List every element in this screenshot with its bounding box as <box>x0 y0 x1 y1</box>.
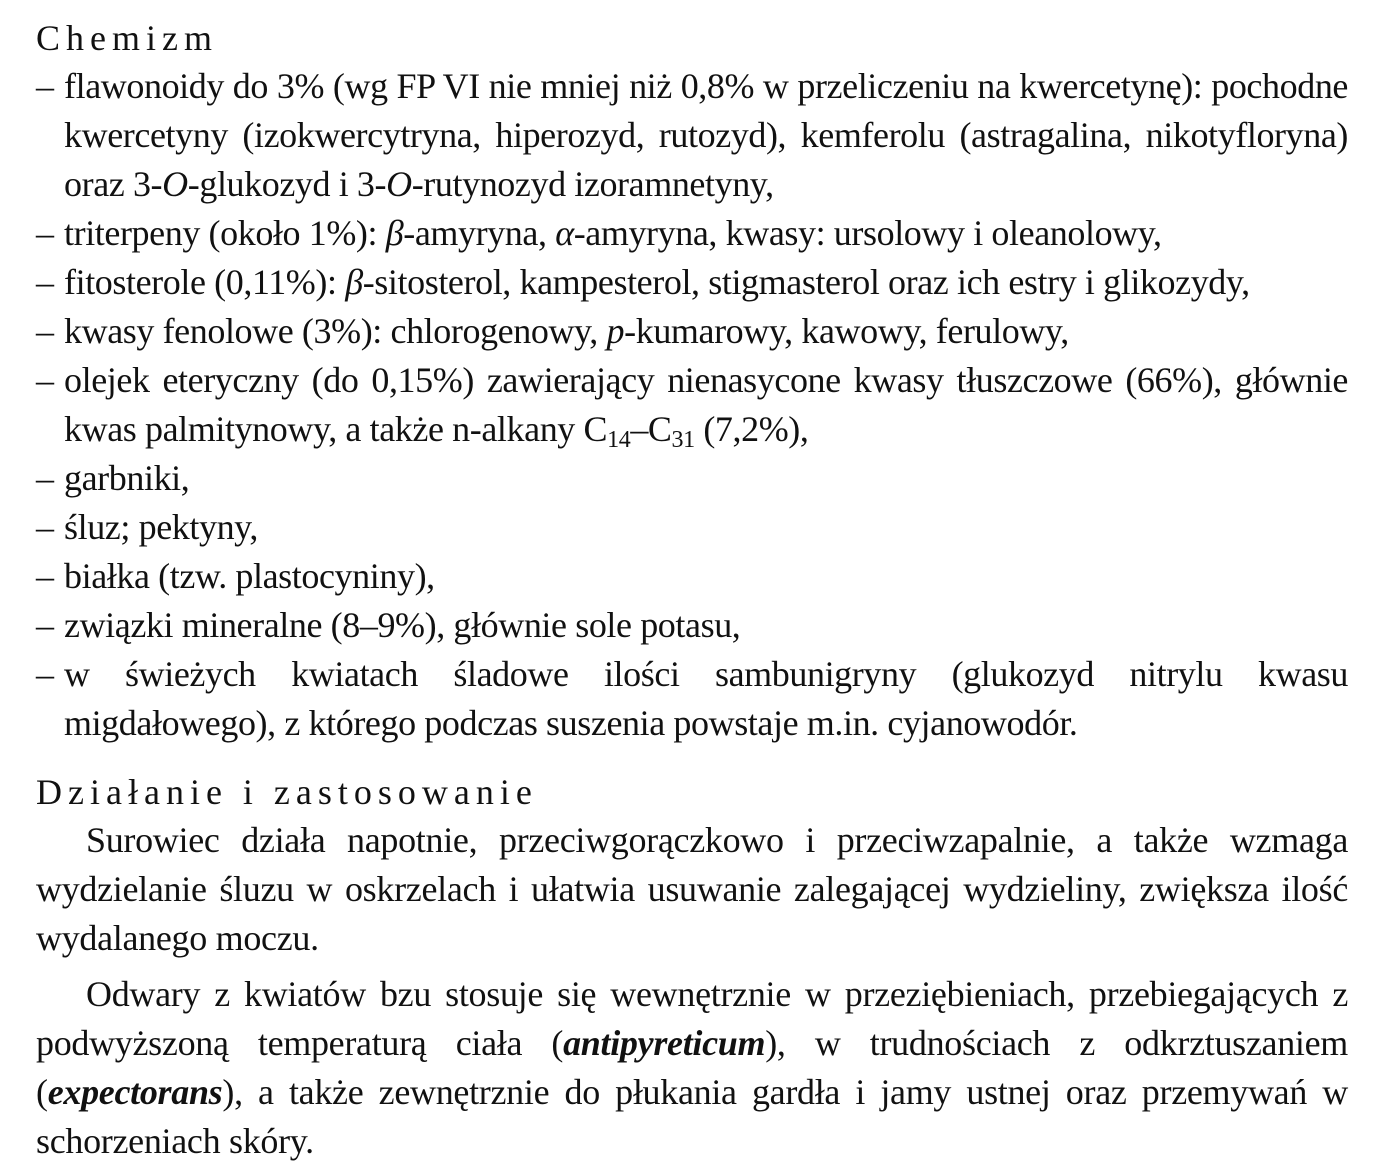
section-heading-dzialanie: Działanie i zastosowanie <box>36 772 538 812</box>
list-dash: – <box>36 458 54 498</box>
item-text: triterpeny (około 1%): β-amyryna, α-amyryna, kwasy: ursolowy i oleanolowy, <box>64 213 1162 253</box>
paragraph-usage: Odwary z kwiatów bzu stosuje się wewnętrznie w przeziębieniach, przebiegających z podwyższoną temperaturą ciała (antipyreticum), w trudnościach z odkrztuszaniem (expectorans), a także zewnętrznie do płukania gardła i jamy ustnej oraz przemywań w schorzeniach skóry. <box>36 974 1349 1161</box>
list-dash: – <box>36 213 54 253</box>
list-dash: – <box>36 360 54 400</box>
list-dash: – <box>36 66 54 106</box>
list-item <box>36 307 1348 356</box>
list-item <box>36 454 1348 503</box>
item-text: w świeżych kwiatach śladowe ilości sambunigryny (glukozyd nitrylu kwasu migdałowego), z którego podczas suszenia powstaje m.in. cyjanowodór. <box>64 654 1348 743</box>
list-dash: – <box>36 605 54 645</box>
list-item <box>36 258 1348 307</box>
item-text: kwasy fenolowe (3%): chlorogenowy, p-kumarowy, kawowy, ferulowy, <box>64 311 1069 351</box>
list-item <box>36 62 1348 209</box>
list-dash: – <box>36 556 54 596</box>
item-text: flawonoidy do 3% (wg FP VI nie mniej niż 0,8% w przeliczeniu na kwercetynę): pochodne kwercetyny (izokwercytryna, hiperozyd, rutozyd), kemferolu (astragalina, nikotyfloryna) oraz 3-O-glukozyd i 3-O-rutynozyd izoramnetyny, <box>64 66 1348 204</box>
list-item <box>36 209 1348 258</box>
item-text: olejek eteryczny (do 0,15%) zawierający nienasycone kwasy tłuszczowe (66%), głównie kwas palmitynowy, a także n-alkany $C_{14}-C_{31}$ (7,2%), <box>64 360 1348 453</box>
item-text: związki mineralne (8–9%), głównie sole potasu, <box>64 605 741 645</box>
paragraph-action: Surowiec działa napotnie, przeciwgorączkowo i przeciwzapalnie, a także wzmaga wydzielanie śluzu w oskrzelach i ułatwia usuwanie zalegającej wydzieliny, zwiększa ilość wydalanego moczu. <box>36 820 1348 958</box>
item-text: garbniki, <box>64 458 190 498</box>
chemistry-list <box>36 62 1348 748</box>
list-item <box>36 650 1348 748</box>
list-item <box>36 552 1348 601</box>
list-dash: – <box>36 507 54 547</box>
list-item <box>36 356 1348 454</box>
document-page <box>36 14 1348 1166</box>
list-dash: – <box>36 654 54 694</box>
item-text: śluz; pektyny, <box>64 507 259 547</box>
list-dash: – <box>36 262 54 302</box>
item-text: białka (tzw. plastocyniny), <box>64 556 435 596</box>
list-dash: – <box>36 311 54 351</box>
list-item <box>36 503 1348 552</box>
item-text: fitosterole (0,11%): β-sitosterol, kampesterol, stigmasterol oraz ich estry i glikozydy, <box>64 262 1250 302</box>
section-heading-chemizm: Chemizm <box>36 18 218 58</box>
list-item <box>36 601 1348 650</box>
